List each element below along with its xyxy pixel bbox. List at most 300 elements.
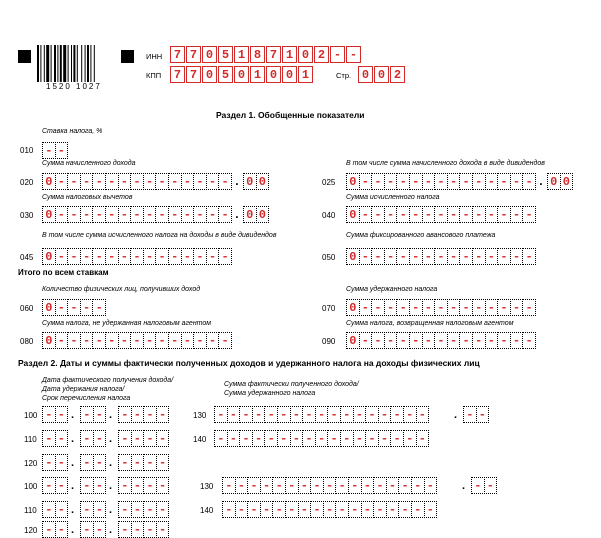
digit-cell: - xyxy=(93,454,107,471)
digit-cell: - xyxy=(130,332,144,349)
digit-cell: - xyxy=(55,142,69,159)
kopeck-cell: 0 xyxy=(560,173,574,190)
digit-cell: - xyxy=(371,332,385,349)
page-cell: 0 xyxy=(374,66,389,83)
line-080-code: 080 xyxy=(20,337,34,346)
digit-cell: - xyxy=(384,299,398,316)
kpp-cell: 1 xyxy=(298,66,313,83)
persons-count-label: Количество физических лиц, получивших доход xyxy=(42,286,201,293)
digit-cell: - xyxy=(92,173,106,190)
digit-cell: - xyxy=(55,521,69,538)
digit-cell: - xyxy=(447,206,461,223)
digit-cell: - xyxy=(497,248,511,265)
digit-cell: - xyxy=(155,332,169,349)
dates-label-1: Дата фактического получения дохода/ xyxy=(42,377,174,384)
dividend-income-field[interactable] xyxy=(346,173,572,190)
digit-cell: - xyxy=(365,406,379,423)
digit-cell: - xyxy=(42,142,56,159)
date-separator: . xyxy=(71,504,75,516)
digit-cell: - xyxy=(118,477,132,494)
digit-cell: - xyxy=(359,332,373,349)
returned-field[interactable] xyxy=(346,332,535,349)
digit-cell: - xyxy=(302,406,316,423)
digit-cell: - xyxy=(67,248,81,265)
date-day-field[interactable] xyxy=(42,454,67,471)
digit-cell: - xyxy=(522,332,536,349)
digit-cell: - xyxy=(485,248,499,265)
deductions-label: Сумма налоговых вычетов xyxy=(42,194,133,201)
kpp-cell: 1 xyxy=(250,66,265,83)
not-withheld-field[interactable] xyxy=(42,332,231,349)
digit-cell: - xyxy=(92,332,106,349)
digit-cell: - xyxy=(396,206,410,223)
digit-cell: - xyxy=(42,501,56,518)
inn-cell: 5 xyxy=(218,46,233,63)
digit-cell: - xyxy=(353,406,367,423)
digit-cell: - xyxy=(476,406,490,423)
digit-cell: - xyxy=(118,454,132,471)
digit-cell: 0 xyxy=(42,173,56,190)
digit-cell: - xyxy=(55,248,69,265)
line-010-code: 010 xyxy=(20,146,34,155)
inn-label: ИНН xyxy=(146,52,163,61)
digit-cell: - xyxy=(390,430,404,447)
digit-cell: - xyxy=(130,173,144,190)
calculated-tax-label: Сумма исчисленного налога xyxy=(346,194,440,201)
digit-cell: - xyxy=(472,206,486,223)
digit-cell: - xyxy=(335,501,349,518)
digit-cell: - xyxy=(235,501,249,518)
kpp-cell: 7 xyxy=(186,66,201,83)
kopeck-cell: 0 xyxy=(256,206,270,223)
line-140-code-2: 140 xyxy=(200,506,214,515)
date-year-field[interactable] xyxy=(118,477,168,494)
digit-cell: - xyxy=(434,248,448,265)
digit-cell: - xyxy=(409,206,423,223)
digit-cell: - xyxy=(92,206,106,223)
digit-cell: - xyxy=(118,501,132,518)
digit-cell: - xyxy=(264,406,278,423)
digit-cell: - xyxy=(422,248,436,265)
sum-field[interactable] xyxy=(222,477,436,494)
kpp-field[interactable] xyxy=(170,66,314,83)
section2-title: Раздел 2. Даты и суммы фактически полученных доходов и удержанного налога на доходы физических лиц xyxy=(18,358,480,368)
digit-cell: - xyxy=(156,454,170,471)
date-day-field[interactable] xyxy=(42,501,67,518)
digit-cell: - xyxy=(403,430,417,447)
digit-cell: - xyxy=(193,173,207,190)
digit-cell: - xyxy=(206,173,220,190)
digit-cell: - xyxy=(409,332,423,349)
digit-cell: - xyxy=(105,332,119,349)
digit-cell: - xyxy=(42,430,56,447)
digit-cell: - xyxy=(118,332,132,349)
digit-cell: - xyxy=(214,430,228,447)
date-separator: . xyxy=(109,504,113,516)
date-separator: . xyxy=(454,409,458,421)
digit-cell: - xyxy=(384,173,398,190)
sum-kopeck-field[interactable] xyxy=(463,406,488,423)
digit-cell: - xyxy=(55,406,69,423)
digit-cell: - xyxy=(227,406,241,423)
inn-cell: 0 xyxy=(202,46,217,63)
page-number-field[interactable] xyxy=(358,66,406,83)
digit-cell: - xyxy=(239,406,253,423)
digit-cell: - xyxy=(227,430,241,447)
digit-cell: - xyxy=(323,501,337,518)
sums-label-1: Сумма фактически полученного дохода/ xyxy=(224,381,359,388)
digit-cell: - xyxy=(285,501,299,518)
line-040-code: 040 xyxy=(322,211,336,220)
digit-cell: - xyxy=(105,248,119,265)
digit-cell: - xyxy=(118,521,132,538)
calculated-tax-field[interactable] xyxy=(346,206,535,223)
line-025-code: 025 xyxy=(322,178,336,187)
date-month-field[interactable] xyxy=(80,477,105,494)
digit-cell: - xyxy=(472,248,486,265)
kopeck-cell: 0 xyxy=(243,173,257,190)
date-day-field[interactable] xyxy=(42,521,67,538)
digit-cell: - xyxy=(80,248,94,265)
digit-cell: - xyxy=(93,501,107,518)
digit-cell: - xyxy=(218,206,232,223)
rate-label: Ставка налога, % xyxy=(42,128,103,135)
digit-cell: - xyxy=(118,206,132,223)
digit-cell: - xyxy=(143,332,157,349)
digit-cell: - xyxy=(168,206,182,223)
digit-cell: - xyxy=(67,206,81,223)
digit-cell: - xyxy=(93,477,107,494)
digit-cell: - xyxy=(130,206,144,223)
digit-cell: - xyxy=(485,332,499,349)
fixed-advance-field[interactable] xyxy=(346,248,535,265)
digit-cell: - xyxy=(315,430,329,447)
digit-cell: - xyxy=(327,406,341,423)
date-separator: . xyxy=(109,457,113,469)
digit-cell: 0 xyxy=(346,206,360,223)
digit-cell: - xyxy=(459,332,473,349)
digit-cell: - xyxy=(260,477,274,494)
digit-cell: - xyxy=(93,406,107,423)
digit-cell: - xyxy=(55,454,69,471)
digit-cell: - xyxy=(218,248,232,265)
sum-field[interactable] xyxy=(214,406,428,423)
inn-cell: 0 xyxy=(298,46,313,63)
digit-cell: - xyxy=(510,173,524,190)
digit-cell: 0 xyxy=(42,299,56,316)
digit-cell: - xyxy=(206,206,220,223)
digit-cell: - xyxy=(193,248,207,265)
date-year-field[interactable] xyxy=(118,430,168,447)
digit-cell: - xyxy=(398,477,412,494)
digit-cell: - xyxy=(497,173,511,190)
line-060-code: 060 xyxy=(20,304,34,313)
digit-cell: - xyxy=(143,248,157,265)
kpp-cell: 0 xyxy=(202,66,217,83)
kpp-cell: 5 xyxy=(218,66,233,83)
section1-title: Раздел 1. Обобщенные показатели xyxy=(216,110,365,120)
date-year-field[interactable] xyxy=(118,501,168,518)
digit-cell: - xyxy=(168,248,182,265)
digit-cell: - xyxy=(168,173,182,190)
digit-cell: 0 xyxy=(42,206,56,223)
barcode xyxy=(37,45,107,82)
accrued-income-label: Сумма начисленного дохода xyxy=(42,160,136,167)
total-heading: Итого по всем ставкам xyxy=(18,268,109,277)
digit-cell: - xyxy=(434,299,448,316)
withheld-field[interactable] xyxy=(346,299,535,316)
line-100-code: 100 xyxy=(24,411,38,420)
line-090-code: 090 xyxy=(322,337,336,346)
date-month-field[interactable] xyxy=(80,521,105,538)
digit-cell: - xyxy=(168,332,182,349)
corner-marker-left xyxy=(18,50,31,63)
kpp-cell: 0 xyxy=(266,66,281,83)
date-separator: . xyxy=(109,409,113,421)
digit-cell: - xyxy=(42,477,56,494)
digit-cell: 0 xyxy=(42,248,56,265)
date-separator: . xyxy=(462,480,466,492)
digit-cell: - xyxy=(371,173,385,190)
digit-cell: - xyxy=(424,501,438,518)
line-100-code-2: 100 xyxy=(24,482,38,491)
digit-cell: - xyxy=(485,173,499,190)
digit-cell: - xyxy=(277,430,291,447)
date-month-field[interactable] xyxy=(80,430,105,447)
digit-cell: - xyxy=(155,206,169,223)
digit-cell: - xyxy=(340,430,354,447)
digit-cell: - xyxy=(92,248,106,265)
digit-cell: - xyxy=(378,406,392,423)
digit-cell: - xyxy=(472,299,486,316)
sum-field[interactable] xyxy=(222,501,436,518)
inn-cell: - xyxy=(330,46,345,63)
digit-cell: - xyxy=(80,332,94,349)
date-separator: . xyxy=(109,480,113,492)
digit-cell: - xyxy=(131,406,145,423)
digit-cell: - xyxy=(434,332,448,349)
decimal-point: . xyxy=(235,207,239,221)
line-130-code-2: 130 xyxy=(200,482,214,491)
digit-cell: - xyxy=(386,501,400,518)
digit-cell: - xyxy=(409,173,423,190)
digit-cell: - xyxy=(384,206,398,223)
digit-cell: - xyxy=(235,477,249,494)
digit-cell: - xyxy=(214,406,228,423)
page-cell: 2 xyxy=(390,66,405,83)
date-month-field[interactable] xyxy=(80,501,105,518)
digit-cell: - xyxy=(403,406,417,423)
digit-cell: - xyxy=(409,248,423,265)
digit-cell: - xyxy=(298,477,312,494)
date-day-field[interactable] xyxy=(42,406,67,423)
digit-cell: - xyxy=(409,299,423,316)
line-140-code: 140 xyxy=(193,435,207,444)
sum-kopeck-field[interactable] xyxy=(471,477,496,494)
digit-cell: 0 xyxy=(42,332,56,349)
digit-cell: - xyxy=(471,477,485,494)
dividend-tax-label: В том числе сумма исчисленного налога на доходы в виде дивидендов xyxy=(42,232,277,239)
digit-cell: - xyxy=(218,332,232,349)
sums-label-2: Сумма удержанного налога xyxy=(224,390,316,397)
digit-cell: - xyxy=(371,248,385,265)
decimal-point: . xyxy=(539,174,543,188)
digit-cell: - xyxy=(92,299,106,316)
digit-cell: - xyxy=(447,173,461,190)
digit-cell: - xyxy=(396,332,410,349)
persons-count-field[interactable] xyxy=(42,299,105,316)
digit-cell: - xyxy=(55,206,69,223)
sum-field[interactable] xyxy=(214,430,428,447)
digit-cell: - xyxy=(359,173,373,190)
date-separator: . xyxy=(71,480,75,492)
date-separator: . xyxy=(71,433,75,445)
rate-field[interactable] xyxy=(42,142,67,159)
date-year-field[interactable] xyxy=(118,454,168,471)
date-month-field[interactable] xyxy=(80,406,105,423)
date-separator: . xyxy=(109,524,113,536)
dividend-tax-field[interactable] xyxy=(42,248,231,265)
deductions-field[interactable] xyxy=(42,206,268,223)
digit-cell: - xyxy=(422,173,436,190)
digit-cell: - xyxy=(424,477,438,494)
digit-cell: - xyxy=(118,248,132,265)
digit-cell: - xyxy=(131,430,145,447)
digit-cell: - xyxy=(422,332,436,349)
digit-cell: - xyxy=(42,406,56,423)
digit-cell: - xyxy=(510,248,524,265)
accrued-income-field[interactable] xyxy=(42,173,268,190)
digit-cell: 0 xyxy=(346,299,360,316)
digit-cell: - xyxy=(298,501,312,518)
digit-cell: 0 xyxy=(346,332,360,349)
digit-cell: - xyxy=(143,501,157,518)
digit-cell: - xyxy=(411,477,425,494)
digit-cell: - xyxy=(181,173,195,190)
kopeck-cell: 0 xyxy=(547,173,561,190)
line-030-code: 030 xyxy=(20,211,34,220)
inn-cell: 1 xyxy=(282,46,297,63)
date-separator: . xyxy=(71,457,75,469)
fixed-advance-label: Сумма фиксированного авансового платежа xyxy=(346,232,496,239)
date-day-field[interactable] xyxy=(42,477,67,494)
inn-cell: 7 xyxy=(266,46,281,63)
digit-cell: - xyxy=(348,477,362,494)
digit-cell: - xyxy=(264,430,278,447)
digit-cell: - xyxy=(55,477,69,494)
digit-cell: - xyxy=(193,206,207,223)
digit-cell: - xyxy=(315,406,329,423)
digit-cell: - xyxy=(80,173,94,190)
digit-cell: - xyxy=(290,406,304,423)
digit-cell: - xyxy=(131,454,145,471)
digit-cell: - xyxy=(130,248,144,265)
digit-cell: - xyxy=(218,173,232,190)
digit-cell: - xyxy=(143,206,157,223)
digit-cell: - xyxy=(459,206,473,223)
kopeck-cell: 0 xyxy=(243,206,257,223)
digit-cell: - xyxy=(361,501,375,518)
digit-cell: - xyxy=(80,521,94,538)
inn-cell: 1 xyxy=(234,46,249,63)
digit-cell: - xyxy=(472,173,486,190)
digit-cell: - xyxy=(55,501,69,518)
digit-cell: - xyxy=(143,521,157,538)
line-130-code: 130 xyxy=(193,411,207,420)
digit-cell: - xyxy=(247,501,261,518)
inn-cell: - xyxy=(346,46,361,63)
date-separator: . xyxy=(71,409,75,421)
digit-cell: - xyxy=(206,248,220,265)
digit-cell: - xyxy=(416,430,430,447)
digit-cell: - xyxy=(359,299,373,316)
dividend-income-label: В том числе сумма начисленного дохода в виде дивидендов xyxy=(346,160,545,167)
digit-cell: - xyxy=(156,406,170,423)
digit-cell: - xyxy=(55,430,69,447)
digit-cell: - xyxy=(55,299,69,316)
digit-cell: - xyxy=(371,299,385,316)
digit-cell: - xyxy=(384,332,398,349)
date-year-field[interactable] xyxy=(118,406,168,423)
date-year-field[interactable] xyxy=(118,521,168,538)
digit-cell: - xyxy=(472,332,486,349)
digit-cell: - xyxy=(181,206,195,223)
digit-cell: - xyxy=(522,248,536,265)
digit-cell: - xyxy=(373,477,387,494)
corner-marker-right xyxy=(121,50,134,63)
digit-cell: - xyxy=(411,501,425,518)
date-month-field[interactable] xyxy=(80,454,105,471)
digit-cell: - xyxy=(348,501,362,518)
digit-cell: - xyxy=(143,406,157,423)
inn-cell: 2 xyxy=(314,46,329,63)
digit-cell: - xyxy=(131,501,145,518)
digit-cell: - xyxy=(80,206,94,223)
digit-cell: - xyxy=(67,173,81,190)
digit-cell: - xyxy=(156,430,170,447)
digit-cell: - xyxy=(143,430,157,447)
digit-cell: - xyxy=(118,430,132,447)
digit-cell: - xyxy=(434,173,448,190)
digit-cell: - xyxy=(247,477,261,494)
digit-cell: - xyxy=(510,332,524,349)
line-050-code: 050 xyxy=(322,253,336,262)
digit-cell: - xyxy=(67,332,81,349)
digit-cell: - xyxy=(118,173,132,190)
digit-cell: - xyxy=(497,299,511,316)
inn-cell: 8 xyxy=(250,46,265,63)
digit-cell: - xyxy=(485,299,499,316)
digit-cell: - xyxy=(340,406,354,423)
dates-label-2: Дата удержания налога/ xyxy=(42,386,125,393)
digit-cell: - xyxy=(156,521,170,538)
digit-cell: - xyxy=(378,430,392,447)
date-day-field[interactable] xyxy=(42,430,67,447)
digit-cell: - xyxy=(55,332,69,349)
line-020-code: 020 xyxy=(20,178,34,187)
digit-cell: 0 xyxy=(346,248,360,265)
barcode-number: 1520 1027 xyxy=(46,82,102,91)
line-110-code-2: 110 xyxy=(24,506,37,515)
line-110-code: 110 xyxy=(24,435,37,444)
inn-field[interactable] xyxy=(170,46,362,63)
digit-cell: - xyxy=(522,299,536,316)
digit-cell: 0 xyxy=(346,173,360,190)
digit-cell: - xyxy=(252,430,266,447)
digit-cell: - xyxy=(80,477,94,494)
line-120-code-2: 120 xyxy=(24,526,38,535)
digit-cell: - xyxy=(118,406,132,423)
